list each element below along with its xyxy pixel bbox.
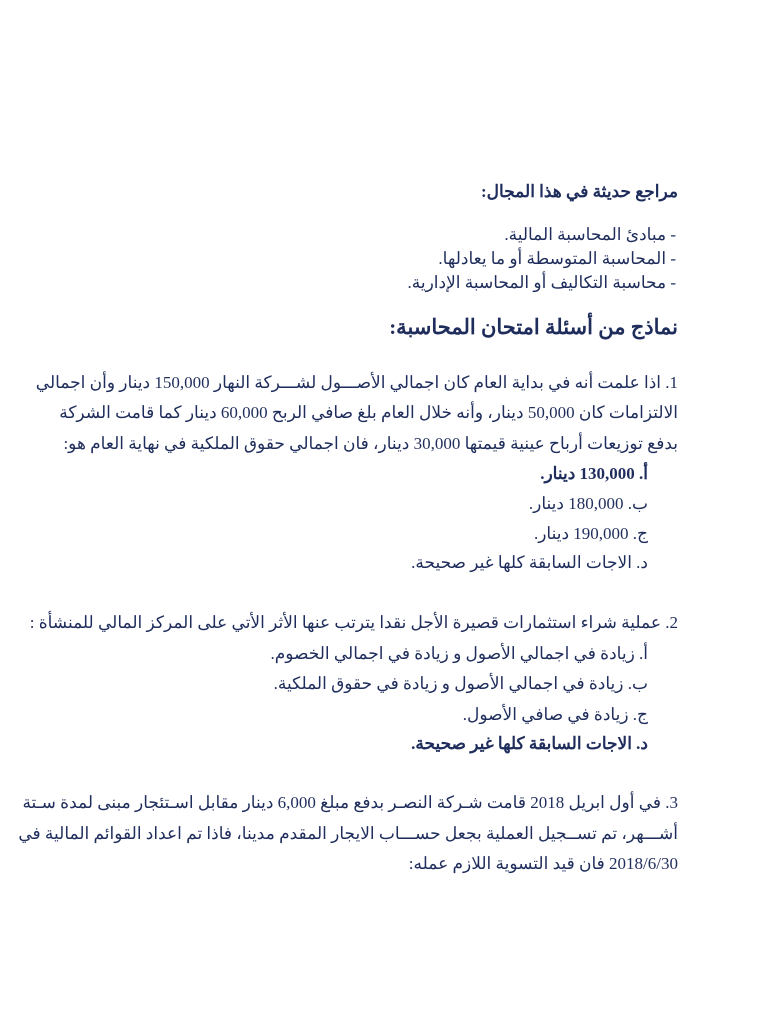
question-1-option-a: أ. 130,000 دينار. (540, 464, 648, 483)
reference-item: - مبادئ المحاسبة المالية. (504, 225, 676, 244)
exam-heading: نماذج من أسئلة امتحان المحاسبة: (389, 315, 678, 339)
question-1-line: الالتزامات كان 50,000 دينار، وأنه خلال العام بلغ صافي الربح 60,000 دينار كما قامت الشركة (59, 403, 678, 422)
question-3-line: 3. في أول ابريل 2018 قامت شـركة النصـر بدفع مبلغ 6,000 دينار مقابل اسـتئجار مبنى لمدة سـتة (22, 793, 678, 812)
question-2-option-c: ج. زيادة في صافي الأصول. (462, 705, 648, 724)
question-1-option-c: ج. 190,000 دينار. (533, 524, 648, 543)
reference-item: - المحاسبة المتوسطة أو ما يعادلها. (438, 249, 676, 268)
question-1-option-d: د. الاجات السابقة كلها غير صحيحة. (411, 553, 648, 572)
question-3-line: أشـــهر، تم تســجيل العملية بجعل حســـاب الايجار المقدم مدينا، فاذا تم اعداد القوائم المالية في (18, 824, 678, 843)
question-3-line: 2018/6/30 فان قيد التسوية اللازم عمله: (408, 854, 678, 873)
references-heading: مراجع حديثة في هذا المجال: (481, 182, 678, 201)
question-2-option-a: أ. زيادة في اجمالي الأصول و زيادة في اجمالي الخصوم. (270, 644, 648, 663)
question-1-option-b: ب. 180,000 دينار. (528, 494, 648, 513)
question-2-line: 2. عملية شراء استثمارات قصيرة الأجل نقدا يترتب عنها الأثر الأتي على المركز المالي للمنشأة : (29, 613, 678, 632)
reference-item: - محاسبة التكاليف أو المحاسبة الإدارية. (407, 273, 676, 292)
question-2-option-b: ب. زيادة في اجمالي الأصول و زيادة في حقوق الملكية. (273, 674, 648, 693)
question-1-line: بدفع توزيعات أرباح عينية قيمتها 30,000 دينار، فان اجمالي حقوق الملكية في نهاية العام هو: (63, 434, 678, 453)
question-2-option-d: د. الاجات السابقة كلها غير صحيحة. (411, 734, 648, 753)
question-1-line: 1. اذا علمت أنه في بداية العام كان اجمالي الأصـــول لشـــركة النهار 150,000 دينار وأن اجمالي (35, 373, 678, 392)
